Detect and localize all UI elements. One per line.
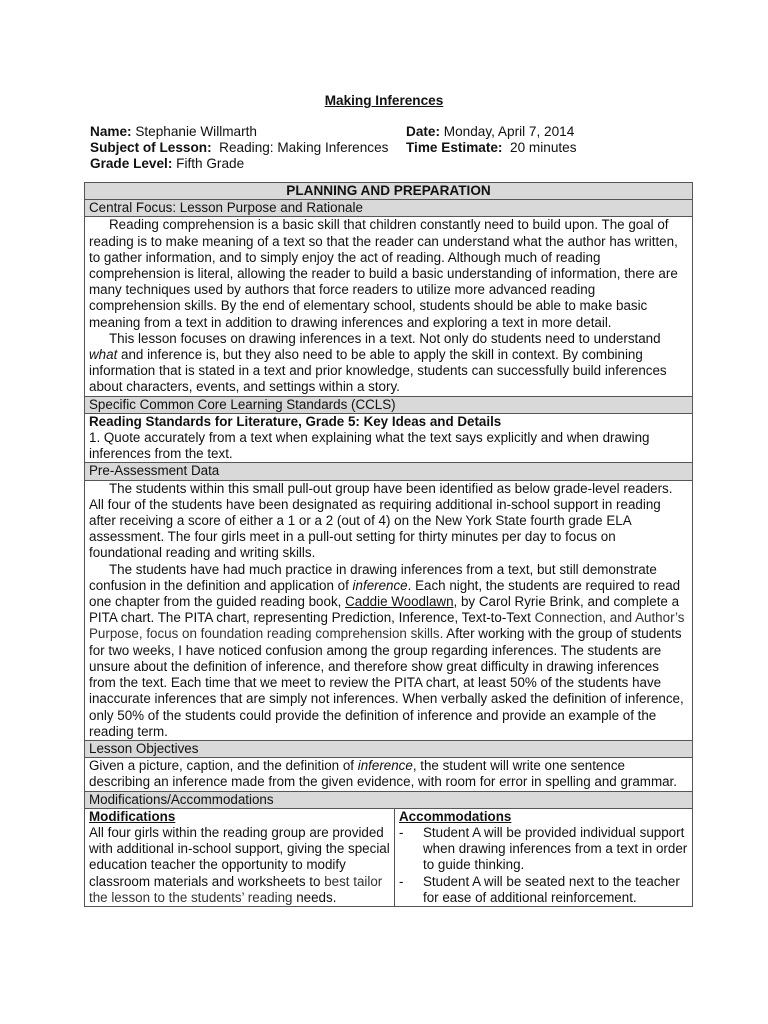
text-run: After working with the group of students for two weeks, I have noticed confusion among the group regarding inferences. The students are unsure about the definition of inference, and therefore show great difficulty in drawing inferences from the text. Each time that we meet to review the PITA chart, at least 50% of the students have inaccurate inferences that are simply not inferences. When verbally asked the definition of inference, only 50% of the students could provide the definition of inference and provide an example of the reading term. [89, 626, 684, 739]
header-right [406, 124, 577, 156]
text-run: needs. [292, 889, 337, 905]
pre-assessment-para-2 [89, 562, 688, 740]
text-run: Given a picture, caption, and the definition of [89, 758, 358, 774]
text-run: The students have had much practice in drawing inferences from a text, but still demonstrate confusion in the definition and application of [89, 561, 657, 593]
ccls-heading: Reading Standards for Literature, Grade 5: Key Ideas and Details [89, 413, 502, 429]
accommodation-item [399, 874, 688, 906]
accommodations-heading: Accommodations [399, 808, 512, 824]
central-focus-para-1: Reading comprehension is a basic skill that children constantly need to build upon. The goal of reading is to make meaning of a text so that the reader can understand what the author has written, to gather information, and to simply enjoy the act of reading. Although much of reading comprehension is literal, allowing the reader to build a basic understanding of information, there are many techniques used by authors that force readers to utilize more advanced reading comprehension skills. By the end of elementary school, students should be able to make basic meaning from a text in addition to drawing inferences and exploring a text in more detail. [89, 217, 678, 330]
text-run: and inference is, but they also need to be able to apply the skill in context. By combining information that is stated in a text and prior knowledge, students can successfully build inferences about characters, events, and settings within a story. [89, 347, 667, 395]
ccls-body [85, 413, 693, 463]
modifications-label: Modifications/Accommodations [85, 791, 693, 808]
modifications-text [89, 825, 390, 906]
time-label: Time Estimate: [406, 140, 503, 155]
text-run: , by Carol Ryrie Brink, and complete a PITA chart. The PITA chart, representing Prediction, Inference, Text-to-Text [89, 594, 680, 626]
document-title: Making Inferences [324, 93, 444, 108]
grade-label: Grade Level: [90, 156, 173, 171]
planning-table [84, 182, 693, 907]
accommodations-cell [395, 808, 693, 906]
list-dash: - [399, 873, 404, 889]
date-label: Date: [406, 124, 440, 139]
name-value: Stephanie Willmarth [135, 124, 257, 139]
text-run: This lesson focuses on drawing inferences in a text. Not only do students need to understand [109, 330, 661, 346]
modifications-cell [85, 808, 395, 906]
emphasis-inference: inference [357, 758, 413, 774]
central-focus-label: Central Focus: Lesson Purpose and Rationale [85, 200, 693, 217]
pre-assessment-body [85, 480, 693, 740]
modifications-heading: Modifications [89, 808, 176, 824]
pre-assessment-para-1: The students within this small pull-out group have been identified as below grade-level readers. All four of the students have been designated as requiring additional in-school support in reading after receiving a score of either a 1 or a 2 (out of 4) on the New York State fourth grade ELA assessment. The four girls meet in a pull-out setting for thirty minutes per day to focus on foundational reading and writing skills. [89, 480, 673, 561]
emphasis-inference: inference [352, 577, 408, 593]
text-run: All four girls within the reading group are provided with additional in-school support, giving the special education teacher the opportunity to modify classroom materials and worksheets to [89, 824, 390, 889]
header-left [90, 124, 388, 172]
central-focus-body [85, 217, 693, 396]
accommodation-text: Student A will be provided individual support when drawing inferences from a text in order to guide thinking. [423, 824, 688, 873]
objectives-label: Lesson Objectives [85, 740, 693, 757]
date-value: Monday, April 7, 2014 [443, 124, 575, 139]
planning-heading: PLANNING AND PREPARATION [85, 183, 693, 200]
time-value: 20 minutes [510, 140, 577, 155]
text-run: . Each night, the students are required to read one chapter from the guided reading book, [89, 577, 681, 610]
text-run: , the student will write one sentence describing an inference made from the given evidence, with room for error in spelling and grammar. [89, 758, 677, 790]
ccls-label: Specific Common Core Learning Standards (CCLS) [85, 396, 693, 413]
objectives-body [85, 758, 693, 791]
accommodation-item [399, 825, 688, 874]
ccls-item: 1. Quote accurately from a text when explaining what the text says explicitly and when drawing inferences from the text. [89, 430, 650, 462]
central-focus-para-2 [89, 331, 688, 396]
objectives-text [89, 758, 688, 790]
subject-value: Reading: Making Inferences [219, 140, 389, 155]
grade-value: Fifth Grade [176, 156, 245, 171]
list-dash: - [399, 824, 404, 840]
pre-assessment-label: Pre-Assessment Data [85, 463, 693, 480]
accommodations-list [399, 825, 688, 906]
subject-label: Subject of Lesson: [90, 140, 212, 155]
accommodation-text: Student A will be seated next to the teacher for ease of additional reinforcement. [423, 873, 680, 905]
text-run: best tailor the lesson to the students’ reading [89, 873, 383, 905]
text-run: Connection, and Author’s Purpose, focus on foundation reading comprehension skills. [89, 610, 685, 642]
emphasis-what: what [89, 347, 118, 363]
book-title: Caddie Woodlawn [345, 594, 454, 610]
name-label: Name: [90, 124, 132, 139]
